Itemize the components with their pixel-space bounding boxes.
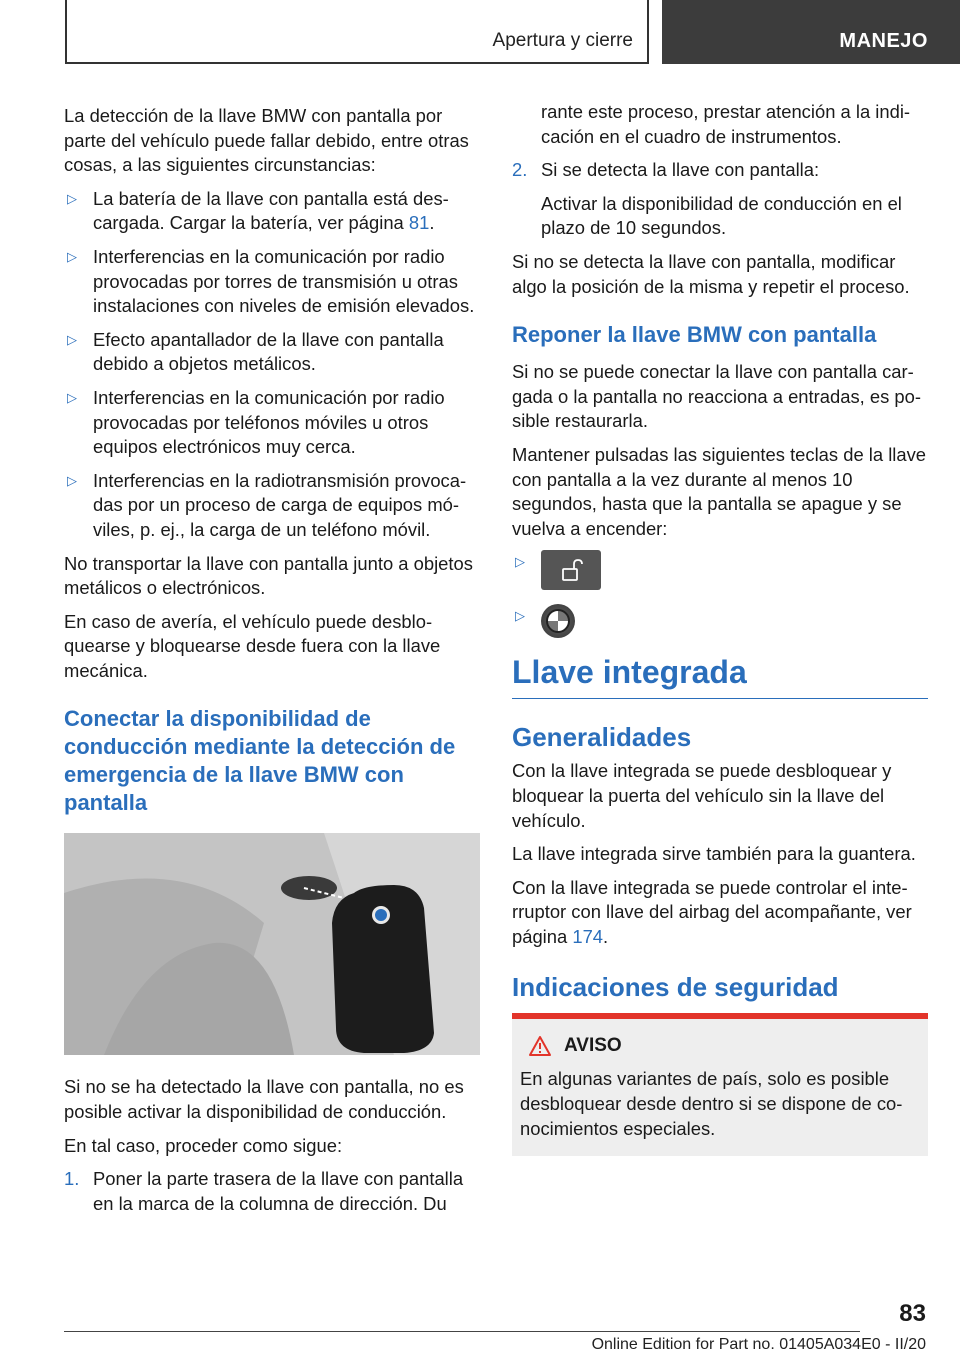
list-item: 1. Poner la parte trasera de la llave con pantalla en la marca de la columna de dirección. Du [64,1168,464,1214]
main-heading-integrada: Llave integrada [512,652,928,699]
footer-divider [64,1331,860,1332]
triangle-bullet-icon: ▷ [67,389,77,405]
page-link-174[interactable]: 174 [572,925,604,947]
warning-header [520,1035,920,1057]
warning-title: AVISO [564,1035,622,1057]
section-heading-emergency: Conectar la disponibilidad de conducción mediante la detección de emergencia de la llave BMW con pantalla [64,706,456,816]
bmw-logo-button-icon [541,604,575,638]
triangle-bullet-icon: ▷ [67,248,77,264]
warning-triangle-icon [528,1035,552,1057]
subheading-generalidades: Generalidades [512,722,692,753]
paragraph: Si no se ha detectado la llave con pantalla, no es posible activar la disponibilidad de conducción. [64,1076,464,1123]
list-item: ▷ Interferencias en la comunicación por radio provocadas por torres de transmisión u otras instalaciones con niveles de emisión elevados. [67,245,475,317]
key-buttons-list [512,550,928,638]
paragraph: Si no se puede conectar la llave con pantalla cargada o la pantalla no reacciona a entradas, es posible restaurarla. [512,361,921,432]
triangle-bullet-icon: ▷ [515,608,525,624]
paragraph: En tal caso, proceder como sigue: [64,1134,343,1156]
list-item [512,550,928,590]
intro-paragraph: La detección de la llave BMW con pantalla por parte del vehículo puede fallar debido, entre otras cosas, a las siguientes circunstancias: [64,105,469,176]
list-item: rante este proceso, prestar atención a la indicación en el cuadro de instrumentos. [541,101,911,147]
steps-list [64,1167,480,1216]
list-item: Activar la disponibilidad de conducción en el plazo de 10 segundos. [541,192,902,239]
list-item: ▷ La batería de la llave con pantalla está descargada. Cargar la batería, ver página 81. [67,187,449,234]
circumstances-list [64,187,480,543]
paragraph: Si no se detecta la llave con pantalla, modificar algo la posición de la misma y repetir el proceso. [512,250,910,297]
step-number: 2. [512,159,528,181]
page-link-81[interactable]: 81 [408,212,430,234]
step-number: 1. [64,1168,80,1190]
header-section-box [65,0,649,64]
section-heading-reset: Reponer la llave BMW con pantalla [512,322,877,348]
header-chapter-title: MANEJO [839,30,928,52]
left-column [64,104,480,1225]
warning-text: En algunas variantes de país, solo es posible desbloquear desde dentro si se dispone de conocimientos especiales. [520,1068,903,1139]
page-number: 83 [899,1300,926,1327]
unlock-button-icon [541,550,601,590]
triangle-bullet-icon: ▷ [67,331,77,347]
photo-illustration [64,833,480,1055]
header-section-title: Apertura y cierre [492,30,633,51]
triangle-bullet-icon: ▷ [67,472,77,488]
steps-list-cont [512,100,928,241]
paragraph: Mantener pulsadas las siguientes teclas de la llave con pantalla a la vez durante al menos 10 segundos, hasta que la pantalla se apague y se vuelva a encender: [512,443,927,539]
paragraph: La llave integrada sirve también para la guantera. [512,843,916,865]
list-item: ▷ Interferencias en la comunicación por radio provocadas por teléfonos móviles u otros equipos electrónicos muy cerca. [67,386,445,458]
header-chapter-box [662,0,960,64]
list-item: ▷ Interferencias en la radiotransmisión provocadas por un proceso de carga de equipos móviles, p. ej., la carga de un teléfono móvil. [67,469,467,540]
warning-box [512,1013,928,1156]
paragraph: Con la llave integrada se puede desbloquear y bloquear la puerta del vehículo sin la llave del vehículo. [512,760,892,831]
footer-edition: Online Edition for Part no. 01405A034E0 - II/20 [591,1336,926,1353]
list-item: ▷ Efecto apantallador de la llave con pantalla debido a objetos metálicos. [67,328,444,375]
list-item: 2. Si se detecta la llave con pantalla: [512,158,928,183]
paragraph: En caso de avería, el vehículo puede desbloquearse y bloquearse desde fuera con la llave mecánica. [64,610,441,681]
right-column [512,100,928,1156]
subheading-seguridad: Indicaciones de seguridad [512,972,839,1003]
key-on-steering-column-photo [64,833,480,1055]
paragraph: No transportar la llave con pantalla junto a objetos metálicos o electrónicos. [64,552,473,599]
triangle-bullet-icon: ▷ [67,190,77,206]
triangle-bullet-icon: ▷ [515,554,525,570]
paragraph: Con la llave integrada se puede controlar el interruptor con llave del airbag del acompañante, ver página 174. [512,876,912,947]
list-item [512,604,928,638]
